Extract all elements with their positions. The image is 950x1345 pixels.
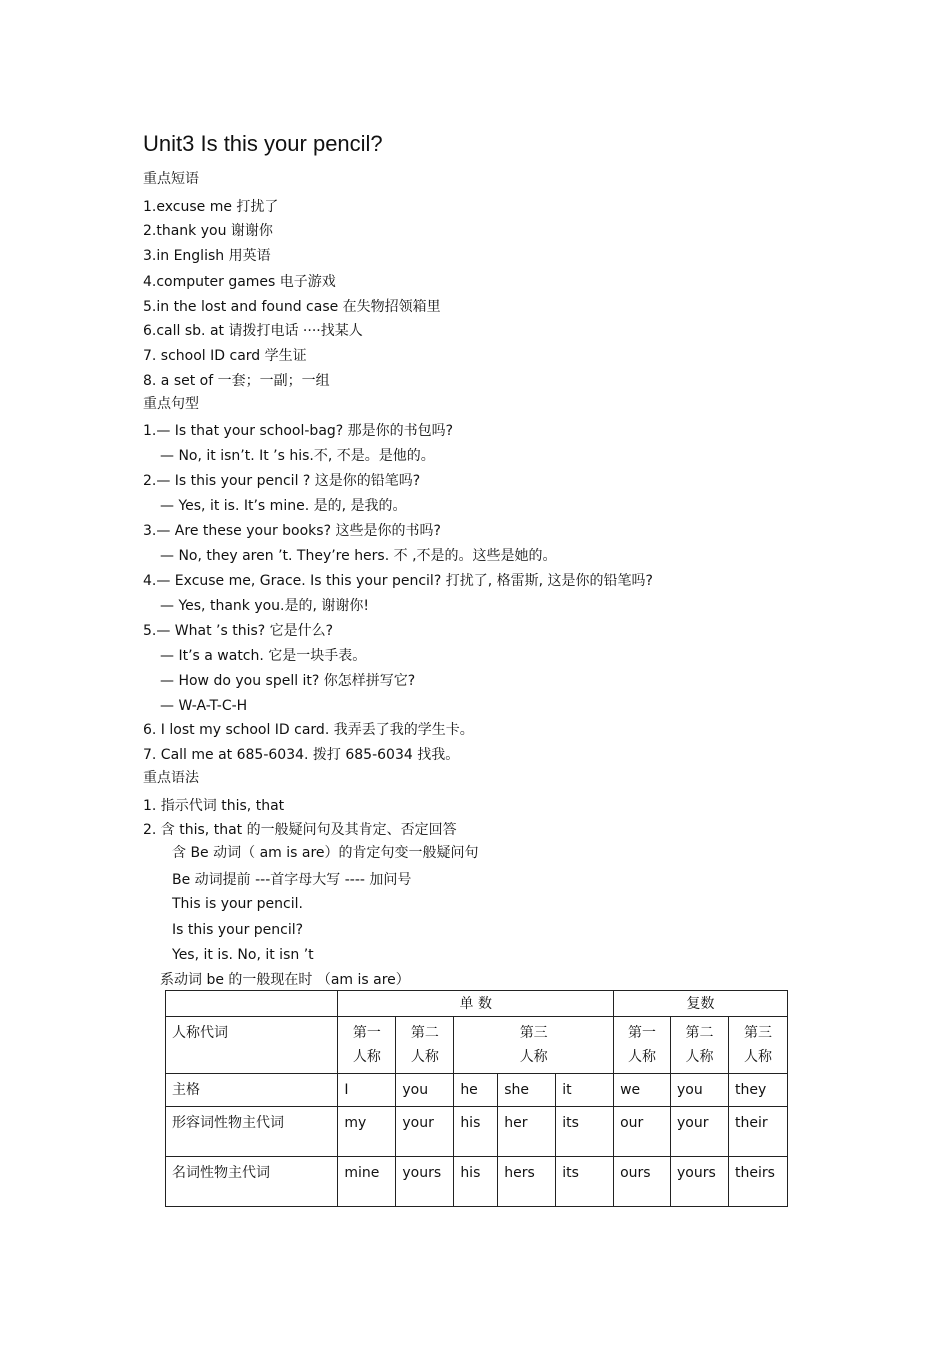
table-cell: his (454, 1157, 498, 1207)
table-cell: its (556, 1107, 614, 1157)
sentence-item: 1.— Is that your school-bag? 那是你的书包吗? (143, 423, 454, 439)
table-cell: hers (498, 1157, 556, 1207)
table-cell: theirs (728, 1157, 787, 1207)
table-header-blank (166, 991, 338, 1017)
grammar-item: This is your pencil. (172, 896, 303, 912)
table-cell: yours (396, 1157, 454, 1207)
table-cell: they (728, 1074, 787, 1107)
page-title: Unit3 Is this your pencil? (143, 131, 383, 156)
table-cell: her (498, 1107, 556, 1157)
header-second-person-plural: 第二 人称 (671, 1017, 729, 1074)
grammar-heading: 重点语法 (143, 770, 199, 786)
sentence-item: 5.— What ’s this? 它是什么? (143, 623, 334, 639)
table-cell: your (671, 1107, 729, 1157)
sentence-item: — No, they aren ’t. They’re hers. 不 ,不是的。这些是她的。 (160, 548, 557, 564)
row-header-pronoun: 人称代词 (166, 1017, 338, 1074)
table-cell: their (728, 1107, 787, 1157)
sentence-item: 3.— Are these your books? 这些是你的书吗? (143, 523, 441, 539)
grammar-item: Yes, it is. No, it isn ’t (172, 947, 314, 963)
grammar-item: 1. 指示代词 this, that (143, 798, 285, 814)
header-plural: 复数 (614, 991, 788, 1017)
table-cell: your (396, 1107, 454, 1157)
sentence-item: 6. I lost my school ID card. 我弄丢了我的学生卡。 (143, 722, 474, 738)
row-label: 名词性物主代词 (166, 1157, 338, 1207)
header-first-person-plural: 第一 人称 (614, 1017, 671, 1074)
table-cell: she (498, 1074, 556, 1107)
phrase-item: 1.excuse me 打扰了 (143, 199, 279, 215)
sentence-item: — W-A-T-C-H (160, 698, 248, 714)
sentence-item: — How do you spell it? 你怎样拼写它? (160, 673, 416, 689)
table-cell: mine (338, 1157, 396, 1207)
table-cell: our (614, 1107, 671, 1157)
table-row (166, 1107, 788, 1157)
header-third-person-plural: 第三 人称 (728, 1017, 787, 1074)
phrase-item: 7. school ID card 学生证 (143, 348, 307, 364)
phrases-heading: 重点短语 (143, 171, 199, 187)
header-first-person: 第一 人称 (338, 1017, 396, 1074)
sentence-item: — It’s a watch. 它是一块手表。 (160, 648, 367, 664)
table-cell: ours (614, 1157, 671, 1207)
phrase-item: 6.call sb. at 请拨打电话 ····找某人 (143, 323, 363, 339)
table-cell: you (671, 1074, 729, 1107)
table-cell: I (338, 1074, 396, 1107)
table-cell: his (454, 1107, 498, 1157)
grammar-item: Be 动词提前 ---首字母大写 ---- 加问号 (172, 872, 412, 888)
table-row (166, 1074, 788, 1107)
table-cell: he (454, 1074, 498, 1107)
grammar-item: 含 Be 动词（ am is are）的肯定句变一般疑问句 (172, 845, 479, 861)
sentence-item: — Yes, it is. It’s mine. 是的, 是我的。 (160, 498, 407, 514)
phrase-item: 4.computer games 电子游戏 (143, 274, 336, 290)
header-singular: 单 数 (338, 991, 614, 1017)
table-cell: its (556, 1157, 614, 1207)
phrase-item: 8. a set of 一套；一副；一组 (143, 373, 330, 389)
table-cell: you (396, 1074, 454, 1107)
sentence-item: 4.— Excuse me, Grace. Is this your pencil? 打扰了, 格雷斯, 这是你的铅笔吗? (143, 573, 653, 589)
phrase-item: 2.thank you 谢谢你 (143, 223, 273, 239)
sentence-item: — No, it isn’t. It ’s his.不, 不是。是他的。 (160, 448, 435, 464)
header-second-person: 第二 人称 (396, 1017, 454, 1074)
row-label: 主格 (166, 1074, 338, 1107)
phrase-item: 5.in the lost and found case 在失物招领箱里 (143, 299, 441, 315)
grammar-item: Is this your pencil? (172, 922, 304, 938)
sentence-item: 2.— Is this your pencil ? 这是你的铅笔吗? (143, 473, 421, 489)
table-cell: it (556, 1074, 614, 1107)
grammar-item: 2. 含 this, that 的一般疑问句及其肯定、否定回答 (143, 822, 457, 838)
sentence-item: 7. Call me at 685-6034. 拨打 685-6034 找我。 (143, 747, 460, 763)
row-label: 形容词性物主代词 (166, 1107, 338, 1157)
sentences-heading: 重点句型 (143, 396, 199, 412)
grammar-item: 系动词 be 的一般现在时 （am is are） (160, 972, 410, 988)
sentence-item: — Yes, thank you.是的, 谢谢你! (160, 598, 370, 614)
table-cell: we (614, 1074, 671, 1107)
pronoun-table (165, 990, 788, 1207)
header-third-person: 第三 人称 (454, 1017, 614, 1074)
phrase-item: 3.in English 用英语 (143, 248, 271, 264)
table-cell: yours (671, 1157, 729, 1207)
table-row (166, 1157, 788, 1207)
table-cell: my (338, 1107, 396, 1157)
